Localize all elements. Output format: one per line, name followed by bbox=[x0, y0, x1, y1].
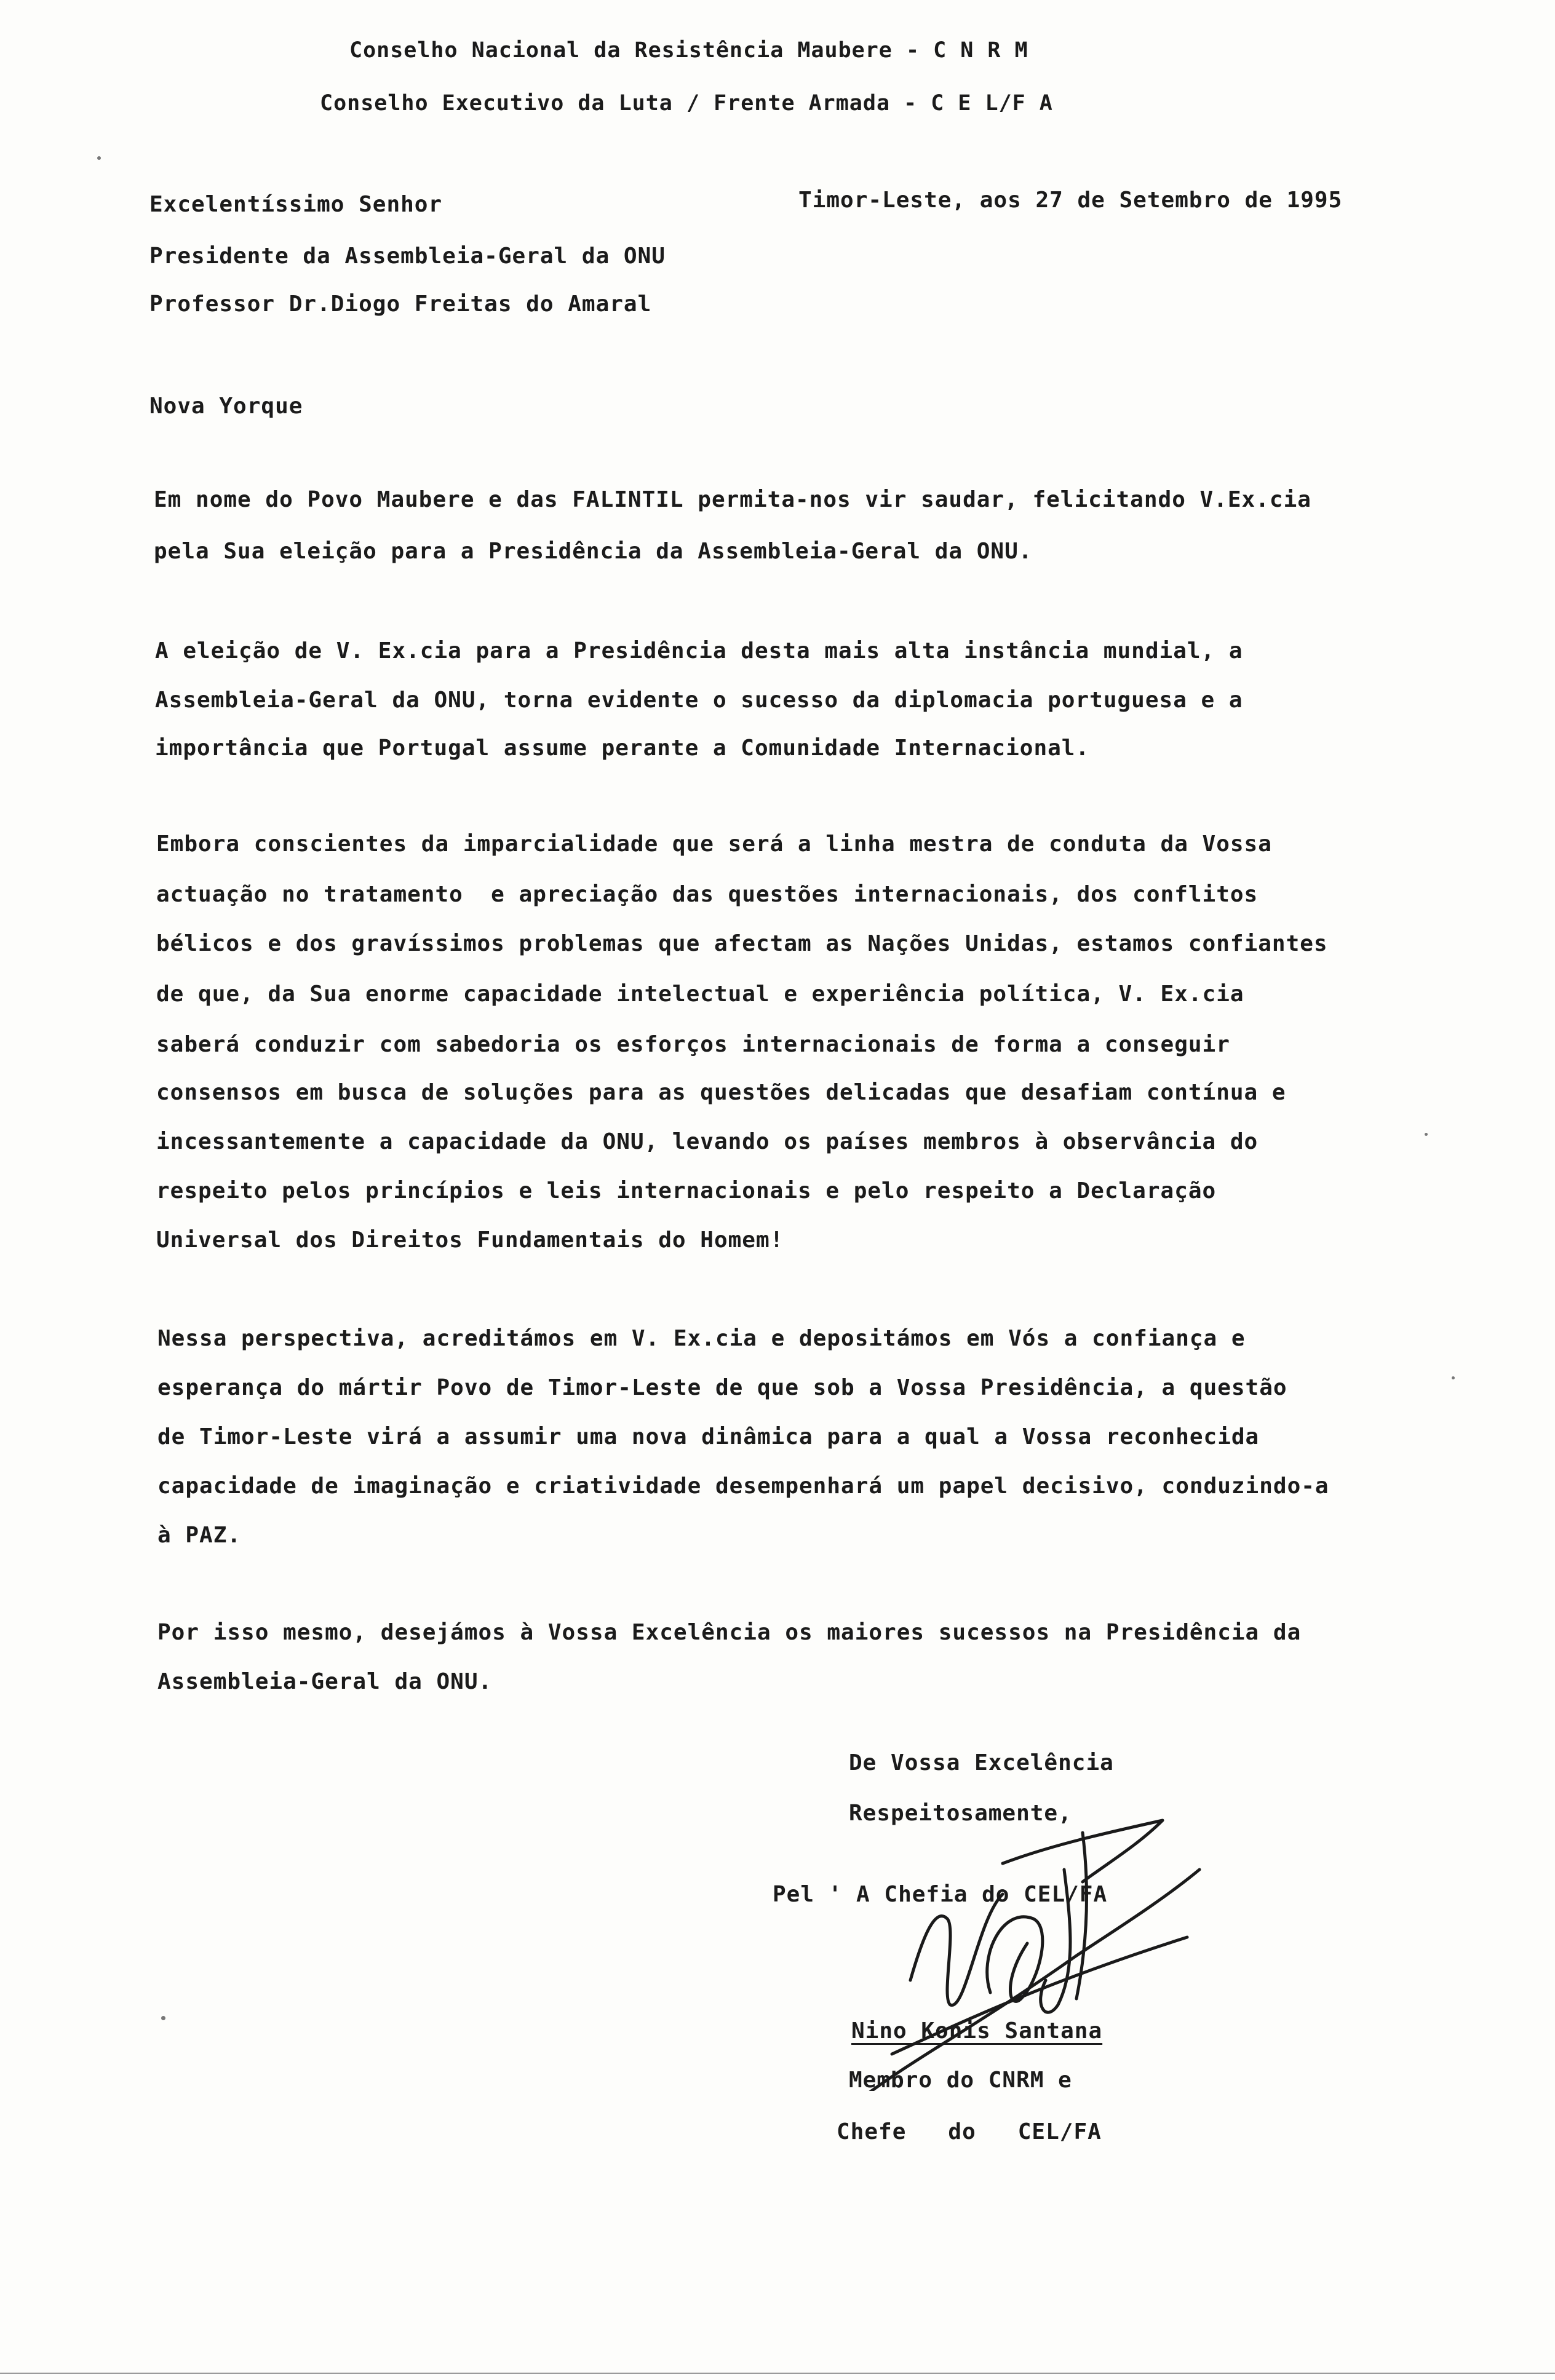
handwritten-signature bbox=[818, 1796, 1212, 2091]
scan-speck bbox=[1452, 1376, 1455, 1379]
paragraph-4-line: Nessa perspectiva, acreditámos em V. Ex.cia e depositámos em Vós a confiança e bbox=[157, 1326, 1246, 1351]
paragraph-5-line: Assembleia-Geral da ONU. bbox=[157, 1669, 493, 1694]
letterhead-line-1: Conselho Nacional da Resistência Maubere - C N R M bbox=[349, 38, 1028, 63]
paragraph-3-line: Embora conscientes da imparcialidade que será a linha mestra de conduta da Vossa bbox=[156, 831, 1272, 857]
addressee-salutation: Excelentíssimo Senhor bbox=[149, 192, 443, 217]
date-line: Timor-Leste, aos 27 de Setembro de 1995 bbox=[798, 188, 1343, 213]
paragraph-4-line: esperança do mártir Povo de Timor-Leste de que sob a Vossa Presidência, a questão bbox=[157, 1375, 1287, 1400]
paragraph-4-line: de Timor-Leste virá a assumir uma nova dinâmica para a qual a Vossa reconhecida bbox=[157, 1424, 1260, 1450]
closing-line-2: Respeitosamente, bbox=[849, 1801, 1072, 1826]
paragraph-3-line: consensos em busca de soluções para as questões delicadas que desafiam contínua e bbox=[156, 1080, 1286, 1105]
paragraph-4-line: capacidade de imaginação e criatividade desempenhará um papel decisivo, conduzindo-a bbox=[157, 1474, 1329, 1499]
paragraph-3-line: bélicos e dos gravíssimos problemas que afectam as Nações Unidas, estamos confiantes bbox=[156, 931, 1328, 956]
closing-line-1: De Vossa Excelência bbox=[849, 1750, 1114, 1775]
paragraph-3-line: incessantemente a capacidade da ONU, levando os países membros à observância do bbox=[156, 1129, 1259, 1154]
scan-speck bbox=[97, 156, 101, 160]
paragraph-3-line: Universal dos Direitos Fundamentais do Homem! bbox=[156, 1228, 784, 1253]
signer-title-1: Membro do CNRM e bbox=[849, 2068, 1072, 2093]
scan-speck bbox=[161, 2016, 165, 2020]
paragraph-2-line: importância que Portugal assume perante a Comunidade Internacional. bbox=[155, 736, 1090, 761]
paragraph-4-line: à PAZ. bbox=[157, 1523, 242, 1548]
paragraph-3-line: actuação no tratamento e apreciação das questões internacionais, dos conflitos bbox=[156, 882, 1259, 907]
paragraph-3-line: saberá conduzir com sabedoria os esforços internacionais de forma a conseguir bbox=[156, 1032, 1230, 1057]
pel-chefia-line: Pel ' A Chefia do CEL/FA bbox=[773, 1882, 1108, 1907]
paragraph-2-line: Assembleia-Geral da ONU, torna evidente o sucesso da diplomacia portuguesa e a bbox=[155, 688, 1243, 713]
addressee-position: Presidente da Assembleia-Geral da ONU bbox=[149, 244, 666, 269]
addressee-name: Professor Dr.Diogo Freitas do Amaral bbox=[149, 292, 652, 317]
paragraph-1-line: pela Sua eleição para a Presidência da Assembleia-Geral da ONU. bbox=[154, 539, 1033, 564]
paragraph-3-line: respeito pelos princípios e leis internacionais e pelo respeito a Declaração bbox=[156, 1178, 1217, 1204]
signer-title-2: Chefe do CEL/FA bbox=[837, 2119, 1102, 2144]
paragraph-5-line: Por isso mesmo, desejámos à Vossa Excelência os maiores sucessos na Presidência da bbox=[157, 1620, 1302, 1645]
paragraph-3-line: de que, da Sua enorme capacidade intelectual e experiência política, V. Ex.cia bbox=[156, 982, 1244, 1007]
scan-speck bbox=[1425, 1133, 1428, 1136]
letterhead-line-2: Conselho Executivo da Luta / Frente Armada - C E L/F A bbox=[320, 91, 1053, 116]
paragraph-1-line: Em nome do Povo Maubere e das FALINTIL permita-nos vir saudar, felicitando V.Ex.cia bbox=[154, 487, 1311, 512]
scan-edge-line bbox=[0, 2373, 1555, 2374]
paragraph-2-line: A eleição de V. Ex.cia para a Presidência desta mais alta instância mundial, a bbox=[155, 638, 1243, 664]
signer-name: Nino Konis Santana bbox=[851, 2018, 1103, 2044]
addressee-city: Nova Yorque bbox=[149, 394, 303, 419]
